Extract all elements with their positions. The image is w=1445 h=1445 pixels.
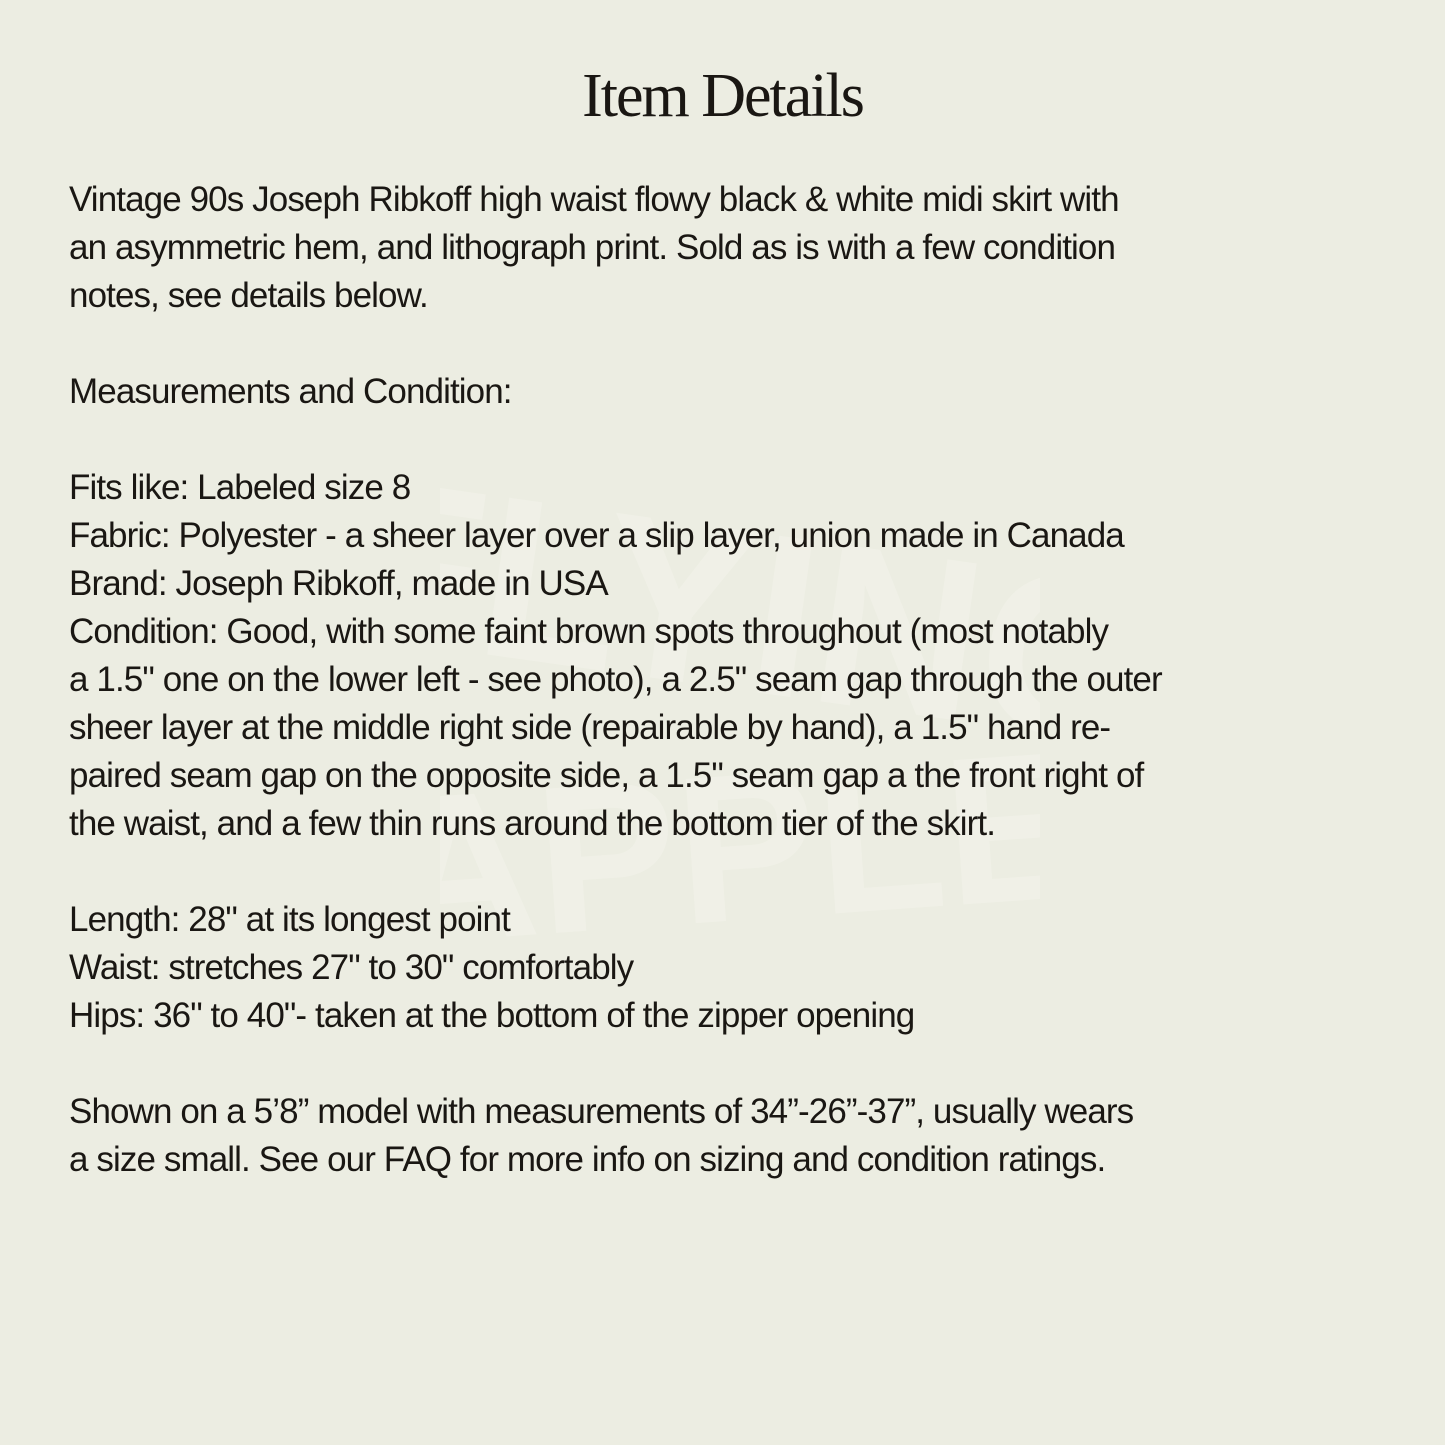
watermark-line-2: APPLE — [440, 706, 1040, 990]
spacer — [69, 416, 1389, 464]
section-heading-text: Measurements and Condition: — [69, 372, 512, 411]
spec-line-fits: Fits like: Labeled size 8 — [69, 468, 411, 507]
spec-line-condition: Condition: Good, with some faint brown spots throughout (most notably — [69, 612, 1109, 651]
watermark-line-1: FLYING — [440, 440, 1040, 796]
spec-line-fabric: Fabric: Polyester - a sheer layer over a slip layer, union made in Canada — [69, 516, 1124, 555]
intro-line: Vintage 90s Joseph Ribkoff high waist flowy black & white midi skirt with — [69, 180, 1119, 219]
model-note-line: Shown on a 5’8” model with measurements of 34”-26”-37”, usually wears — [69, 1092, 1134, 1131]
measurement-waist: Waist: stretches 27" to 30" comfortably — [69, 948, 634, 987]
spacer — [69, 1040, 1389, 1088]
measurements-paragraph — [69, 896, 1389, 1040]
details-body — [69, 176, 1389, 1184]
spacer — [69, 320, 1389, 368]
model-note-paragraph — [69, 1088, 1389, 1184]
section-heading — [69, 368, 1389, 416]
intro-line: an asymmetric hem, and lithograph print. Sold as is with a few condition — [69, 228, 1116, 267]
measurement-length: Length: 28" at its longest point — [69, 900, 510, 939]
spec-line-condition: the waist, and a few thin runs around the bottom tier of the skirt. — [69, 804, 996, 843]
spec-line-condition: paired seam gap on the opposite side, a 1.5" seam gap a the front right of — [69, 756, 1144, 795]
model-note-line: a size small. See our FAQ for more info on sizing and condition ratings. — [69, 1140, 1106, 1179]
spec-line-brand: Brand: Joseph Ribkoff, made in USA — [69, 564, 608, 603]
intro-line: notes, see details below. — [69, 276, 428, 315]
spec-line-condition: a 1.5" one on the lower left - see photo), a 2.5" seam gap through the outer — [69, 660, 1162, 699]
specs-paragraph — [69, 464, 1389, 848]
spacer — [69, 848, 1389, 896]
measurement-hips: Hips: 36" to 40"- taken at the bottom of the zipper opening — [69, 996, 915, 1035]
page-title: Item Details — [582, 62, 863, 130]
spec-line-condition: sheer layer at the middle right side (repairable by hand), a 1.5" hand re- — [69, 708, 1111, 747]
intro-paragraph — [69, 176, 1389, 320]
